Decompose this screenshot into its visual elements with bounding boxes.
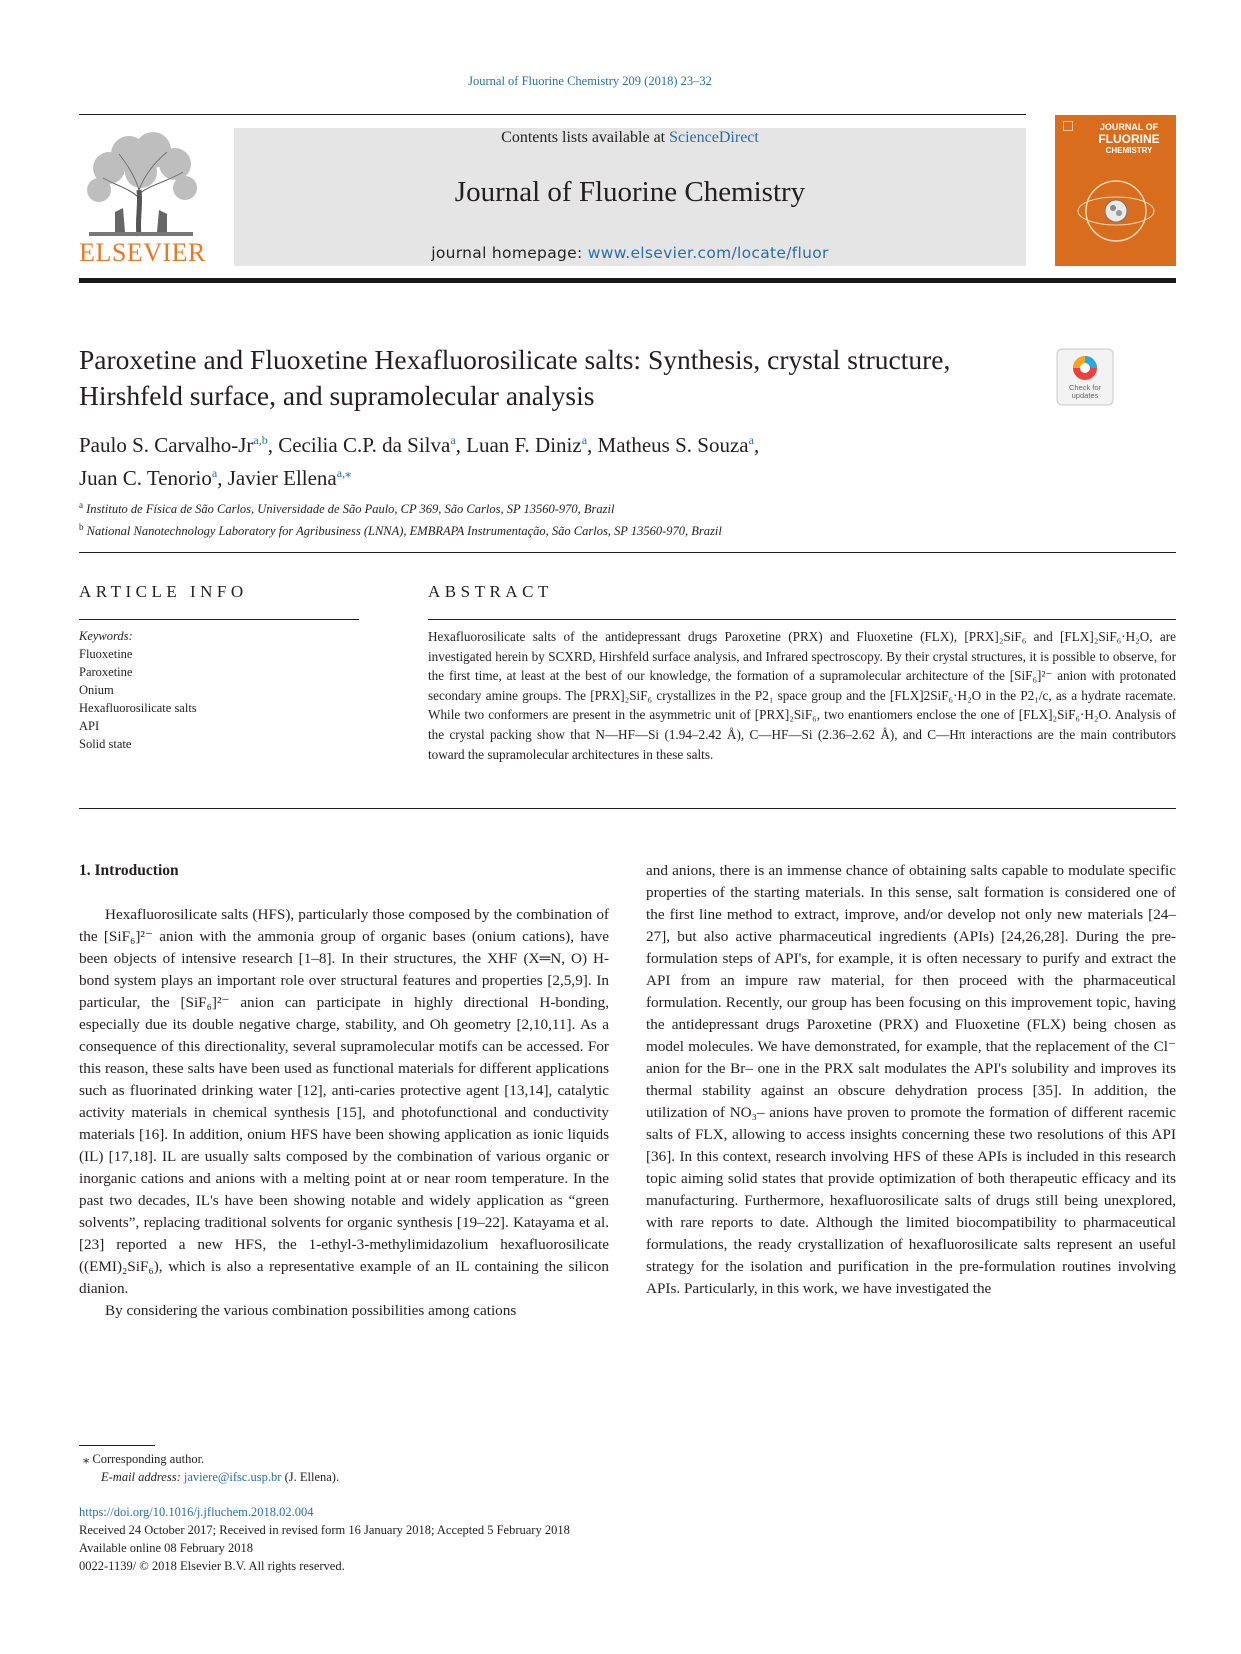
author-affiliation-mark[interactable]: a xyxy=(581,433,588,447)
divider xyxy=(428,619,1176,620)
homepage-prefix: journal homepage: xyxy=(431,244,588,262)
homepage-line xyxy=(234,244,1026,262)
email-line xyxy=(79,1468,679,1486)
journal-citation[interactable]: Journal of Fluorine Chemistry 209 (2018) 23–32 xyxy=(468,74,712,88)
email-link[interactable]: javiere@ifsc.usp.br xyxy=(183,1470,282,1484)
cover-logo-icon xyxy=(1063,121,1073,131)
corresponding-author-note: ⁎ Corresponding author. xyxy=(83,1452,205,1466)
author-name[interactable]: Matheus S. Souza xyxy=(597,433,749,457)
author-name[interactable]: Juan C. Tenorio xyxy=(79,466,212,490)
author-name[interactable]: Paulo S. Carvalho-Jr xyxy=(79,433,254,457)
journal-cover-thumbnail[interactable] xyxy=(1055,115,1176,266)
author-affiliation-mark[interactable]: a xyxy=(450,433,456,447)
check-for-updates-badge[interactable] xyxy=(1056,348,1114,406)
journal-masthead xyxy=(234,128,1026,266)
affiliation-text: Instituto de Física de São Carlos, Universidade de São Paulo, CP 369, São Carlos, SP 13560-970, Brazil xyxy=(86,502,615,517)
header-thick-rule xyxy=(79,278,1176,283)
keyword-item: API xyxy=(79,719,100,733)
section-heading: 1. Introduction xyxy=(79,862,179,879)
crossmark-label-2: updates xyxy=(1071,391,1099,400)
affiliation-a xyxy=(79,496,1079,518)
divider xyxy=(79,808,1176,809)
paragraph: Hexafluorosilicate salts (HFS), particularly those composed by the combination of the [SiF₆]²⁻ anion with the ammonia group of organic bases (onium cations), have been objects of intensive research [1–8]. In their structures, the XHF (X═N, O) H-bond system plays an important role over structural features and properties [2,5,9]. In particular, the [SiF₆]²⁻ anion can participate in highly directional H-bonding, especially due its double negative charge, stability, and Oh geometry [2,10,11]. As a consequence of this directionality, several supramolecular motifs can be accessed. For this reason, these salts have been used as functional materials for different applications such as fluorinated drinking water [12], anti-caries protective agent [13,14], catalytic activity materials in chemical synthesis [15], and photofunctional and conductivity materials [16]. In addition, onium HFS have been showing application as ionic liquids (IL) [17,18]. IL are usually salts composed by the combination of various organic or inorganic cations and anions with a melting point at or near room temperature. In the past two decades, IL's have been showing notable and widely application as “green solvents”, replacing traditional solvents for organic synthesis [19–22]. Katayama et al. [23] reported a new HFS, the 1-ethyl-3-methylimidazolium hexafluorosilicate ((EMI)₂SiF₆), which is also a representative example of an IL containing the silicon dianion. xyxy=(79,906,609,1297)
keywords-label: Keywords: xyxy=(79,629,133,643)
cover-atom-icon xyxy=(1071,171,1161,251)
author-affiliation-mark[interactable]: a,b xyxy=(253,433,268,447)
article-info-heading: ARTICLE INFO xyxy=(79,582,248,601)
keyword-item: Onium xyxy=(79,683,114,697)
article-title: Paroxetine and Fluoxetine Hexafluorosilicate salts: Synthesis, crystal structure, Hirshfeld surface, and supramolecular analysis xyxy=(79,344,951,411)
keyword-item: Paroxetine xyxy=(79,665,133,679)
cover-title-line-1: JOURNAL OF xyxy=(1099,122,1159,132)
abstract-text: Hexafluorosilicate salts of the antidepressant drugs Paroxetine (PRX) and Fluoxetine (FLX), [PRX]₂SiF₆ and [FLX]₂SiF₆·H₂O, are investigated herein by SCXRD, Hirshfeld surface analysis, and Infrared spectroscopy. By their crystal structures, it is possible to observe, for the first time, at least at the best of our knowledge, the formation of a supramolecular architecture of the [SiF₆]²⁻ anion with protonated secondary amine groups. The [PRX]₂SiF₆ crystallizes in the P2₁ space group and the [FLX]2SiF₆·H₂O in the P2₁/c, as a hydrate racemate. While two conformers are present in the asymmetric unit of [PRX]₂SiF₆, two enantiomers enclose the one of [FLX]₂SiF₆·H₂O. Analysis of the crystal packing show that N—HF—Si (1.94–2.42 Å), C—HF—Si (2.36–2.62 Å), and C—Hπ interactions are the main contributors toward the supramolecular architectures in these salts. xyxy=(428,629,1176,762)
front-matter xyxy=(79,1503,879,1575)
author-name[interactable]: Cecilia C.P. da Silva xyxy=(278,433,451,457)
cover-title-line-3: CHEMISTRY xyxy=(1105,146,1153,155)
email-label: E-mail address: xyxy=(101,1470,184,1484)
footnote xyxy=(79,1450,679,1486)
author-affiliation-mark[interactable]: a,⁎ xyxy=(336,466,352,480)
contents-prefix: Contents lists available at xyxy=(501,129,670,146)
sciencedirect-link[interactable]: ScienceDirect xyxy=(669,129,759,146)
author-list: Paulo S. Carvalho-Jr$^{a,b}$, Cecilia C.P. da Silva$^a$, Luan F. Diniz$^a$, Matheus S. Souza$^a$, Juan C. Tenorio$^a$, Javier Ellena$^{a,⁎}$ xyxy=(79,433,760,490)
affiliation-mark: a xyxy=(79,500,83,510)
abstract-heading: ABSTRACT xyxy=(428,582,553,601)
homepage-link[interactable]: www.elsevier.com/locate/fluor xyxy=(587,244,829,262)
copyright: 0022-1139/ © 2018 Elsevier B.V. All rights reserved. xyxy=(79,1559,345,1573)
doi-link[interactable]: https://doi.org/10.1016/j.jfluchem.2018.02.004 xyxy=(79,1505,314,1519)
divider xyxy=(79,619,359,620)
affiliation-b xyxy=(79,518,1079,540)
affiliation-mark: b xyxy=(79,522,84,533)
author-name[interactable]: Luan F. Diniz xyxy=(466,433,582,457)
contents-line xyxy=(234,128,1026,148)
received-dates: Received 24 October 2017; Received in revised form 16 January 2018; Accepted 5 February 2018 xyxy=(79,1523,570,1537)
body-column-right xyxy=(646,860,1176,1300)
paragraph: By considering the various combination possibilities among cations xyxy=(105,1302,517,1319)
top-rule xyxy=(79,114,1026,115)
journal-name: Journal of Fluorine Chemistry xyxy=(454,176,806,208)
online-date: Available online 08 February 2018 xyxy=(79,1541,254,1555)
email-suffix: (J. Ellena). xyxy=(281,1470,340,1484)
keyword-item: Hexafluorosilicate salts xyxy=(79,701,197,715)
elsevier-logo[interactable] xyxy=(79,128,206,268)
crossmark-label-1: Check for xyxy=(1068,383,1102,392)
affiliations xyxy=(79,496,1079,540)
keyword-item: Fluoxetine xyxy=(79,647,133,661)
author-name[interactable]: Javier Ellena xyxy=(227,466,337,490)
footnote-rule xyxy=(79,1445,155,1446)
elsevier-wordmark: ELSEVIER xyxy=(79,238,206,267)
cover-title-line-2: FLUORINE xyxy=(1098,132,1160,146)
body-column-left xyxy=(79,904,609,1322)
keywords-block xyxy=(79,627,359,753)
paragraph: and anions, there is an immense chance of obtaining salts capable to modulate specific properties of the starting materials. In this sense, salt formation is considered one of the first line method to extract, improve, and/or develop not only new materials [24–27], but also active pharmaceutical ingredients (APIs) [24,26,28]. During the pre-formulation steps of API's, for example, it is often necessary to purify and extract the API from an impure raw material, for then proceed with the pharmaceutical formulation. Recently, our group has been focusing on this improvement topic, having the antidepressant drugs Paroxetine (PRX) and Fluoxetine (FLX) being chosen as model molecules. We have demonstrated, for example, that the replacement of the Cl⁻ anion for the Br– one in the PRX salt modulates the API's solubility and improves its thermal stability against an obscure dehydration process [35]. In addition, the utilization of NO₃– anions have proven to promote the formation of different racemic salts of FLX, allowing to access insights concerning these two resolutions of this API [36]. In this context, research involving HFS of these APIs is included in this research topic aiming solid states that provide optimization of both therapeutic efficacy and its manufacturing. Furthermore, hexafluorosilicate salts of drugs still being unexplored, with rare reports to date. Although the limited biocompatibility to pharmaceutical formulations, the ready crystallization of hexafluorosilicate salts represent an useful strategy for the isolation and purification in the pre-formulation routines involving APIs. Particularly, in this work, we have investigated the xyxy=(646,862,1176,1297)
author-affiliation-mark[interactable]: a xyxy=(748,433,754,447)
keyword-item: Solid state xyxy=(79,737,132,751)
divider xyxy=(79,552,1176,553)
affiliation-text: National Nanotechnology Laboratory for Agribusiness (LNNA), EMBRAPA Instrumentação, São Carlos, SP 13560-970, Brazil xyxy=(86,524,722,539)
author-affiliation-mark[interactable]: a xyxy=(211,466,218,480)
